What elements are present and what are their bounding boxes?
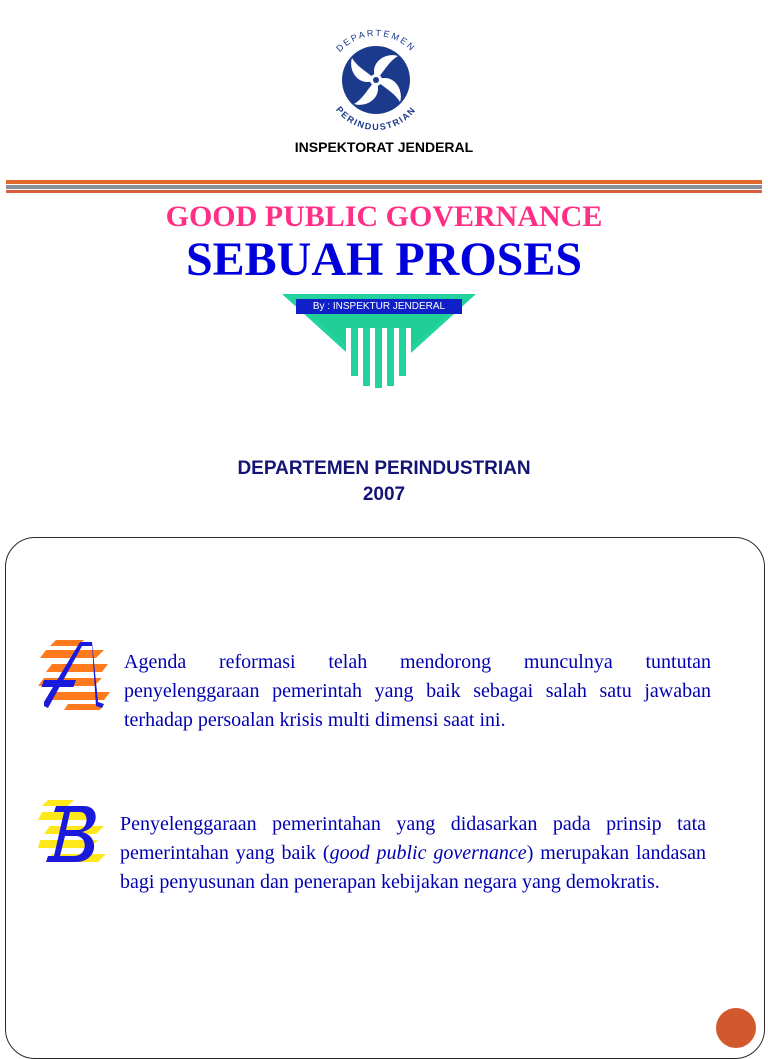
slide-title-line2: SEBUAH PROSES [185, 233, 583, 286]
stripe-line [6, 180, 762, 184]
letter-a-bullet-icon [38, 636, 118, 712]
point-b-paragraph [120, 810, 706, 897]
byline-banner: By : INSPEKTUR JENDERAL [296, 299, 462, 314]
department-block [0, 456, 768, 508]
department-name: DEPARTEMEN PERINDUSTRIAN [237, 458, 531, 479]
svg-text:PERINDUSTRIAN: PERINDUSTRIAN [334, 104, 418, 133]
point-b-text-italic: good public governance [329, 842, 527, 864]
departemen-perindustrian-logo-icon [316, 22, 436, 138]
point-a-paragraph: Agenda reformasi telah mendorong munculnya tuntutan penyelenggaraan pemerintah yang baik sebagai salah satu jawaban terhadap persoalan krisis multi dimensi saat ini. [124, 651, 711, 731]
stripe-line [6, 190, 762, 193]
header-divider-stripe [6, 180, 762, 196]
point-b-text-after: ) merupakan landasan bagi penyusunan dan penerapan kebijakan negara yang demokratis. [120, 842, 707, 893]
letter-b-bullet-icon [38, 796, 108, 870]
svg-text:DEPARTEMEN: DEPARTEMEN [334, 27, 418, 54]
org-label: INSPEKTORAT JENDERAL [294, 139, 474, 155]
point-b-text-before: Penyelenggaraan pemerintahan yang didasarkan pada prinsip tata pemerintahan yang baik ( [120, 813, 706, 864]
department-year: 2007 [362, 484, 406, 505]
slide-title-line1: GOOD PUBLIC GOVERNANCE [165, 200, 603, 233]
stripe-line [6, 185, 762, 189]
corner-orb-icon [716, 1008, 756, 1048]
slide-2-frame [5, 537, 765, 1059]
